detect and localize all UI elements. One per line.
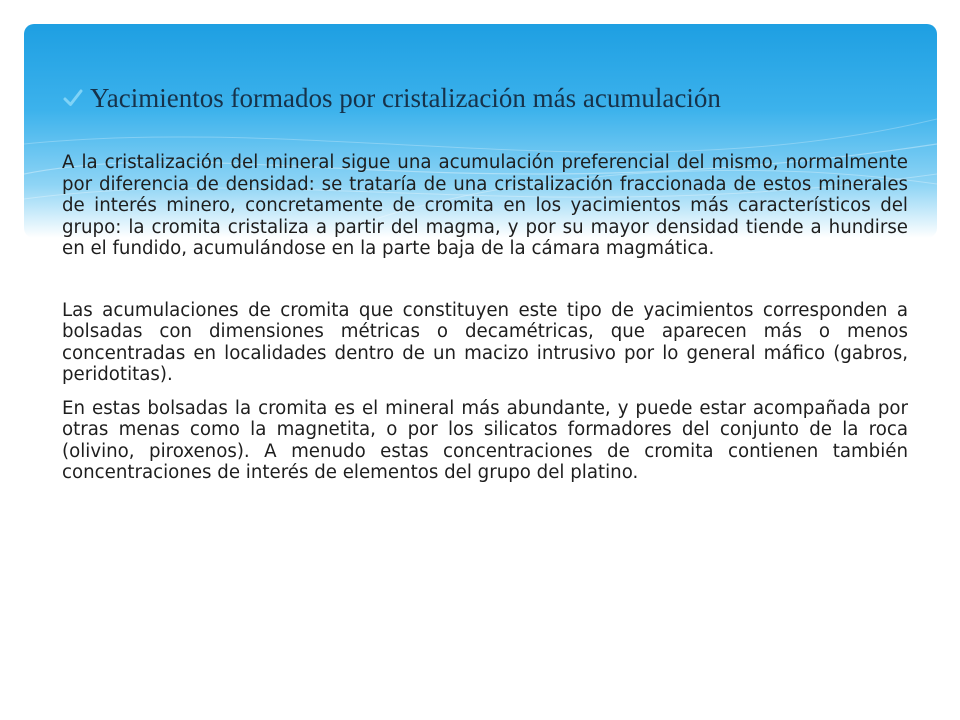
slide-title: Yacimientos formados por cristalización más acumulación <box>90 82 721 113</box>
paragraph-crystallization: A la cristalización del mineral sigue una acumulación preferencial del mismo, normalmente por diferencia de densidad: se trataría de una cristalización fraccionada de estos minerales de interés minero, concretamente de cromita en los yacimientos más característicos del grupo: la cromita cristaliza a partir del magma, y por su mayor densidad tiende a hundirse en el fundido, acumulándose en la parte baja de la cámara magmática. <box>62 152 908 259</box>
title-row <box>62 78 721 118</box>
checkmark-icon <box>62 87 84 109</box>
paragraph-accumulations: Las acumulaciones de cromita que constituyen este tipo de yacimientos corresponden a bolsadas con dimensiones métricas o decamétricas, que aparecen más o menos concentradas en localidades dentro de un macizo intrusivo por lo general máfico (gabros, peridotitas). <box>62 299 908 385</box>
slide-body <box>62 152 908 484</box>
paragraph-pockets: En estas bolsadas la cromita es el mineral más abundante, y puede estar acompañada por otras menas como la magnetita, o por los silicatos formadores del conjunto de la roca (olivino, piroxenos). A menudo estas concentraciones de cromita contienen también concentraciones de interés de elementos del grupo del platino. <box>62 397 908 483</box>
